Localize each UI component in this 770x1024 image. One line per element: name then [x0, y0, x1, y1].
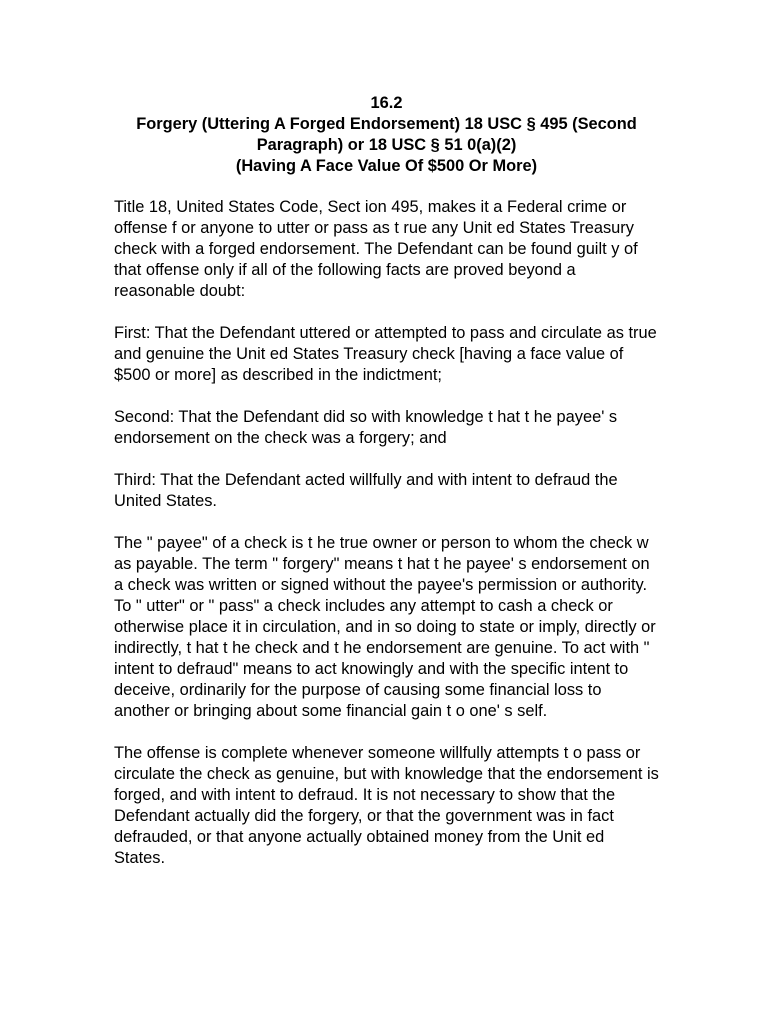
document-page	[114, 93, 659, 890]
paragraph-second-element: Second: That the Defendant did so with knowledge t hat t he payee' s endorsement on the check was a forgery; and	[114, 408, 618, 447]
document-body	[114, 197, 659, 869]
paragraph-first-element: First: That the Defendant uttered or attempted to pass and circulate as true and genuine the Unit ed States Treasury check [having a face value of $500 or more] as described in the indictment;	[114, 324, 657, 384]
section-number: 16.2	[370, 94, 403, 112]
paragraph-offense-complete: The offense is complete whenever someone willfully attempts t o pass or circulate the check as genuine, but with knowledge that the endorsement is forged, and with intent to defraud. It is not necessary to show that the Defendant actually did the forgery, or that the government was in fact defrauded, or that anyone actually obtained money from the Unit ed States.	[114, 744, 659, 867]
paragraph-definitions: The " payee" of a check is t he true owner or person to whom the check w as payable. The term " forgery" means t hat t he payee' s endorsement on a check was written or signed without the payee's permission or authority. To " utter" or " pass" a check includes any attempt to cash a check or otherwise place it in circulation, and in so doing to state or imply, directly or indirectly, t hat t he check and t he endorsement are genuine. To act with " intent to defraud" means to act knowingly and with the specific intent to deceive, ordinarily for the purpose of causing some financial loss to another or bringing about some financial gain t o one' s self.	[114, 534, 656, 720]
title-line-1: Forgery (Uttering A Forged Endorsement) 18 USC § 495 (Second	[136, 115, 637, 133]
paragraph-third-element: Third: That the Defendant acted willfully and with intent to defraud the United States.	[114, 471, 618, 510]
document-heading	[114, 93, 659, 177]
title-line-2: Paragraph) or 18 USC § 51 0(a)(2)	[256, 136, 517, 154]
paragraph-intro: Title 18, United States Code, Sect ion 495, makes it a Federal crime or offense f or anyone to utter or pass as t rue any Unit ed States Treasury check with a forged endorsement. The Defendant can be found guilt y of that offense only if all of the following facts are proved beyond a reasonable doubt:	[114, 198, 638, 300]
subtitle: (Having A Face Value Of $500 Or More)	[235, 157, 538, 175]
